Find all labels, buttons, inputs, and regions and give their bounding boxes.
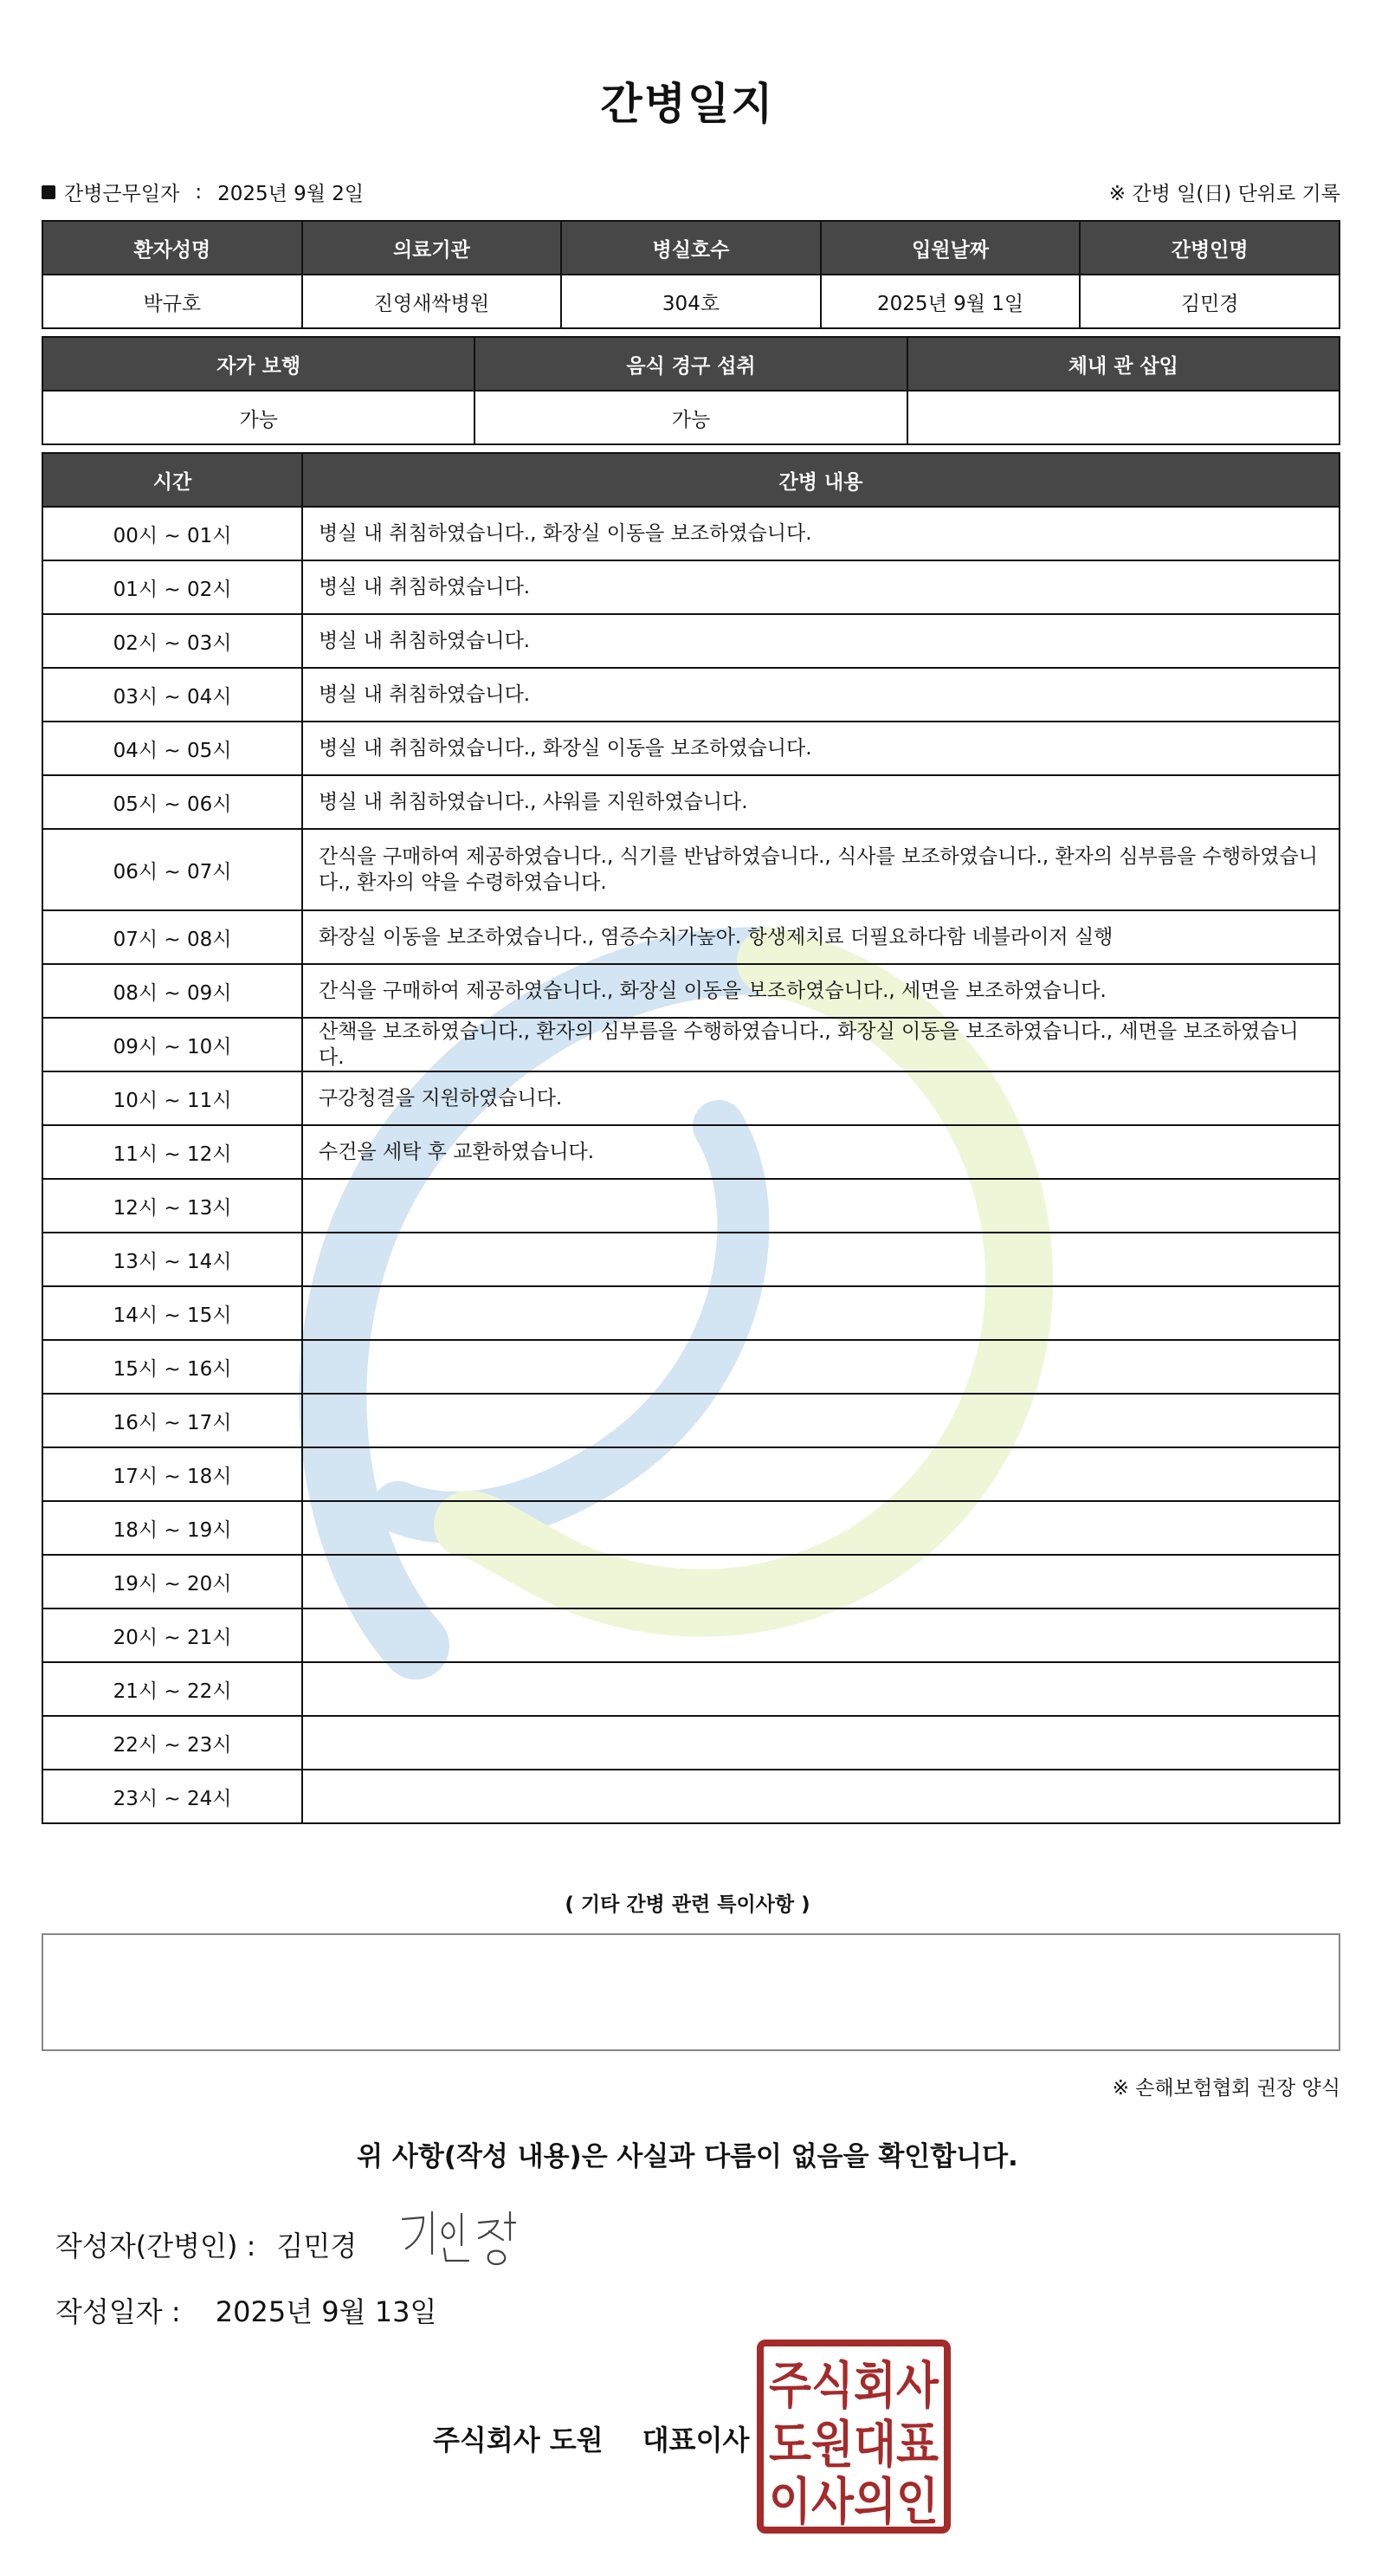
work-date-value: 2025년 9월 2일 [217, 183, 365, 205]
table-row [42, 1125, 1339, 1179]
patient-info-value-row [42, 275, 1339, 328]
log-content: 병실 내 취침하였습니다. [302, 614, 1339, 668]
header-room: 병실호수 [561, 221, 821, 275]
log-time: 18시 ~ 19시 [42, 1501, 302, 1555]
log-content: 구강청결을 지원하였습니다. [302, 1071, 1339, 1125]
log-time: 23시 ~ 24시 [42, 1770, 302, 1823]
log-content: 화장실 이동을 보조하였습니다., 염증수치가높아. 항생제치료 더필요하다함 네블라이저 실행 [302, 910, 1339, 964]
log-content: 병실 내 취침하였습니다. [302, 668, 1339, 722]
log-time: 04시 ~ 05시 [42, 722, 302, 775]
log-content: 산책을 보조하였습니다., 환자의 심부름을 수행하였습니다., 화장실 이동을 보조하였습니다., 세면을 보조하였습니다. [302, 1018, 1339, 1071]
table-row [42, 1716, 1339, 1770]
author-name: 김민경 [276, 2230, 358, 2262]
author-line [55, 2224, 357, 2264]
table-row [42, 964, 1339, 1018]
log-time: 13시 ~ 14시 [42, 1233, 302, 1286]
table-row [42, 910, 1339, 964]
log-content [302, 1608, 1339, 1662]
table-row [42, 1608, 1339, 1662]
log-time: 20시 ~ 21시 [42, 1608, 302, 1662]
table-row [42, 1018, 1339, 1071]
log-content [302, 1286, 1339, 1340]
table-row [42, 1340, 1339, 1394]
table-row [42, 1555, 1339, 1608]
log-time: 01시 ~ 02시 [42, 560, 302, 614]
table-row [42, 1501, 1339, 1555]
patient-status-table [42, 336, 1340, 445]
log-content: 병실 내 취침하였습니다., 화장실 이동을 보조하였습니다. [302, 507, 1339, 560]
log-content [302, 1716, 1339, 1770]
log-time: 15시 ~ 16시 [42, 1340, 302, 1394]
table-row [42, 507, 1339, 560]
header-patient-name: 환자성명 [42, 221, 302, 275]
log-content: 수건을 세탁 후 교환하였습니다. [302, 1125, 1339, 1179]
log-content [302, 1340, 1339, 1394]
log-time: 05시 ~ 06시 [42, 775, 302, 829]
patient-info-header-row [42, 221, 1339, 275]
status-header-row [42, 337, 1339, 391]
oral-intake-value: 가능 [474, 391, 907, 444]
patient-info-table [42, 220, 1340, 329]
header-time: 시간 [42, 453, 302, 507]
company-name: 주식회사 도원 [433, 2424, 604, 2456]
log-time: 00시 ~ 01시 [42, 507, 302, 560]
work-date-group [42, 178, 364, 206]
header-tube-insertion: 체내 관 삽입 [907, 337, 1339, 391]
written-date-label: 작성일자 : [55, 2295, 181, 2328]
table-row [42, 1071, 1339, 1125]
log-time: 02시 ~ 03시 [42, 614, 302, 668]
log-time: 10시 ~ 11시 [42, 1071, 302, 1125]
representative-title: 대표이사 [642, 2424, 750, 2456]
square-bullet-icon [42, 185, 55, 199]
patient-name: 박규호 [42, 275, 302, 328]
table-row [42, 1770, 1339, 1823]
log-content: 간식을 구매하여 제공하였습니다., 식기를 반납하였습니다., 식사를 보조하였습니다., 환자의 심부름을 수행하였습니다., 환자의 약을 수령하였습니다. [302, 829, 1339, 910]
tube-insertion-value [907, 391, 1339, 444]
header-admission-date: 입원날짜 [821, 221, 1081, 275]
log-time: 17시 ~ 18시 [42, 1447, 302, 1501]
handwritten-signature [394, 2200, 533, 2269]
log-time: 21시 ~ 22시 [42, 1662, 302, 1716]
log-header-row [42, 453, 1339, 507]
log-content: 병실 내 취침하였습니다. [302, 560, 1339, 614]
company-seal-stamp [756, 2339, 952, 2534]
header-caregiver-name: 간병인명 [1080, 221, 1339, 275]
special-notes-box [42, 1933, 1340, 2051]
seal-text-line: 도원대표 [769, 2415, 939, 2474]
work-date-colon: : [195, 180, 203, 204]
log-content [302, 1555, 1339, 1608]
company-line [433, 2418, 749, 2458]
room-number: 304호 [561, 275, 821, 328]
header-hospital: 의료기관 [302, 221, 562, 275]
header-care-content: 간병 내용 [302, 453, 1339, 507]
log-content [302, 1233, 1339, 1286]
log-time: 12시 ~ 13시 [42, 1179, 302, 1233]
log-time: 07시 ~ 08시 [42, 910, 302, 964]
written-date-line [55, 2290, 436, 2330]
log-time: 06시 ~ 07시 [42, 829, 302, 910]
author-label: 작성자(간병인) : [55, 2230, 256, 2262]
table-row [42, 668, 1339, 722]
seal-text-line: 이사의인 [769, 2472, 939, 2531]
table-row [42, 1233, 1339, 1286]
log-time: 19시 ~ 20시 [42, 1555, 302, 1608]
table-row [42, 1286, 1339, 1340]
log-time: 08시 ~ 09시 [42, 964, 302, 1018]
hourly-care-log-table [42, 452, 1340, 1824]
log-time: 14시 ~ 15시 [42, 1286, 302, 1340]
log-time: 22시 ~ 23시 [42, 1716, 302, 1770]
confirmation-statement: 위 사항(작성 내용)은 사실과 다름이 없음을 확인합니다. [357, 2141, 1018, 2172]
header-oral-intake: 음식 경구 섭취 [474, 337, 907, 391]
table-row [42, 775, 1339, 829]
log-content [302, 1447, 1339, 1501]
log-content [302, 1394, 1339, 1447]
header-self-walking: 자가 보행 [42, 337, 474, 391]
log-time: 03시 ~ 04시 [42, 668, 302, 722]
notes-title: ( 기타 간병 관련 특이사항 ) [565, 1893, 810, 1916]
status-value-row [42, 391, 1339, 444]
meta-row [42, 178, 1340, 207]
table-row [42, 1662, 1339, 1716]
log-content [302, 1501, 1339, 1555]
work-date-label: 간병근무일자 [64, 183, 180, 205]
hospital-name: 진영새싹병원 [302, 275, 562, 328]
table-row [42, 1394, 1339, 1447]
log-content [302, 1770, 1339, 1823]
log-content [302, 1662, 1339, 1716]
log-body [42, 507, 1339, 1823]
admission-date: 2025년 9월 1일 [821, 275, 1081, 328]
seal-text-line: 주식회사 [769, 2356, 939, 2415]
log-content [302, 1179, 1339, 1233]
self-walking-value: 가능 [42, 391, 474, 444]
form-source-note: ※ 손해보험협회 권장 양식 [1112, 2077, 1340, 2100]
table-row [42, 1179, 1339, 1233]
log-content: 간식을 구매하여 제공하였습니다., 화장실 이동을 보조하였습니다., 세면을 보조하였습니다. [302, 964, 1339, 1018]
table-row [42, 560, 1339, 614]
log-content: 병실 내 취침하였습니다., 화장실 이동을 보조하였습니다. [302, 722, 1339, 775]
log-content: 병실 내 취침하였습니다., 샤워를 지원하였습니다. [302, 775, 1339, 829]
log-time: 09시 ~ 10시 [42, 1018, 302, 1071]
page-title: 간병일지 [600, 79, 775, 129]
log-time: 11시 ~ 12시 [42, 1125, 302, 1179]
caregiver-name: 김민경 [1080, 275, 1339, 328]
log-time: 16시 ~ 17시 [42, 1394, 302, 1447]
written-date-value: 2025년 9월 13일 [215, 2295, 437, 2328]
daily-record-note: ※ 간병 일(日) 단위로 기록 [1108, 183, 1340, 205]
table-row [42, 614, 1339, 668]
table-row [42, 1447, 1339, 1501]
table-row [42, 722, 1339, 775]
table-row [42, 829, 1339, 910]
